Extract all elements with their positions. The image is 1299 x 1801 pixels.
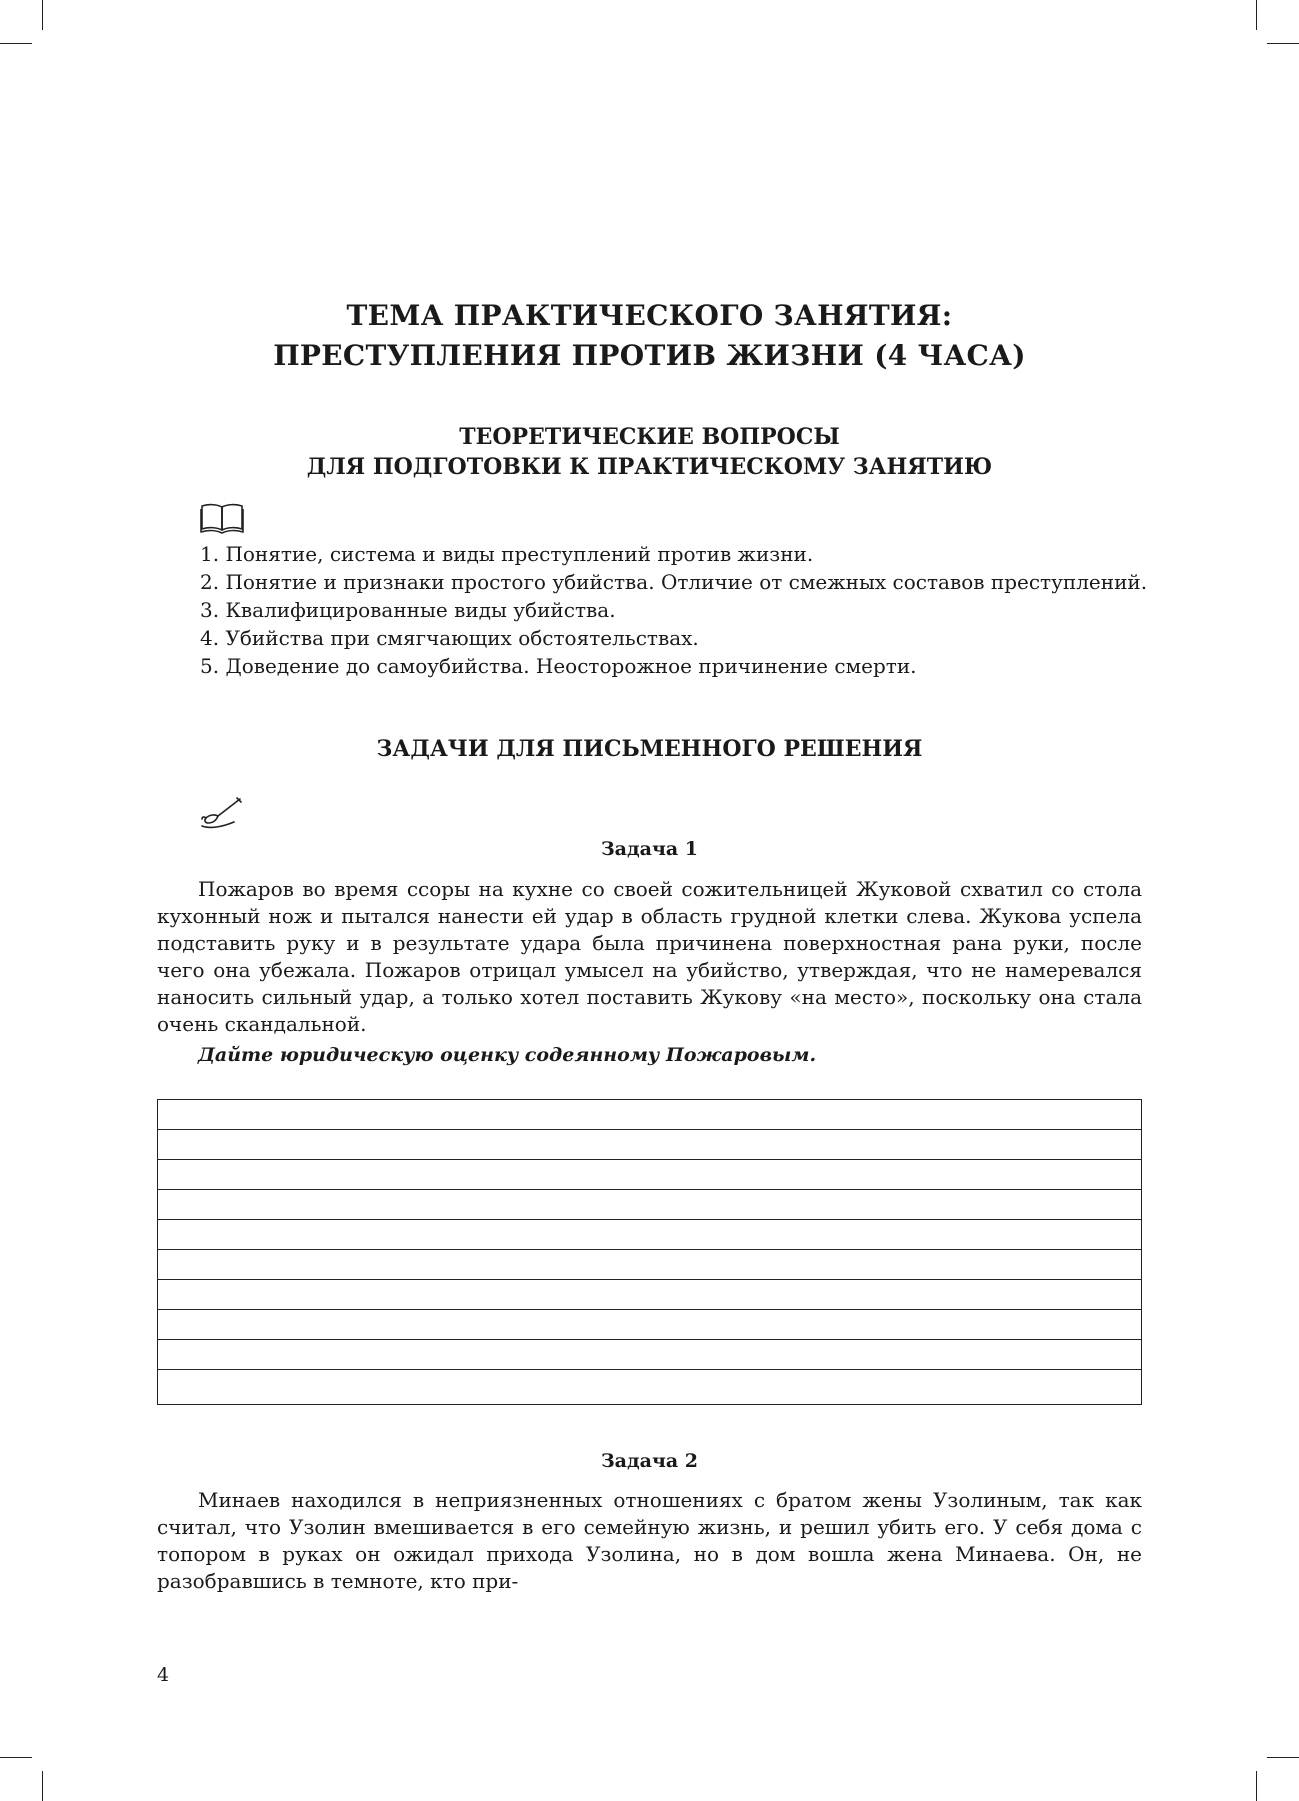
page-title-line1: ТЕМА ПРАКТИЧЕСКОГО ЗАНЯТИЯ: <box>346 299 953 332</box>
open-book-icon <box>200 502 244 534</box>
page-title-line2: ПРЕСТУПЛЕНИЯ ПРОТИВ ЖИЗНИ (4 ЧАСА) <box>273 339 1026 372</box>
crop-mark <box>42 0 43 30</box>
crop-mark <box>1267 1757 1299 1758</box>
tasks-heading: ЗАДАЧИ ДЛЯ ПИСЬМЕННОГО РЕШЕНИЯ <box>376 736 923 762</box>
crop-mark <box>0 43 32 44</box>
task1-text: Пожаров во время ссоры на кухне со своей сожительницей Жуковой схватил со стола кухонный нож и пытался нанести ей удар в область грудной клетки слева. Жукова успела подставить руку и в результате удара была причинена поверхностная рана руки, после чего она убежала. Пожаров отрицал умысел на убийство, утверждая, что не намеревался наносить сильный удар, а только хотел поставить Жукову «на место», поскольку она стала очень скандальной. <box>157 877 1142 1036</box>
list-item: 2. Понятие и признаки простого убийства. Отличие от смежных составов преступлений. <box>200 570 1148 594</box>
answer-line[interactable] <box>158 1100 1141 1130</box>
answer-line[interactable] <box>158 1370 1141 1400</box>
theory-questions-list <box>200 540 1147 680</box>
page-number: 4 <box>157 1664 170 1686</box>
task2-title: Задача 2 <box>600 1450 699 1472</box>
page-title <box>0 296 1299 376</box>
answer-line[interactable] <box>158 1130 1141 1160</box>
answer-line[interactable] <box>158 1160 1141 1190</box>
answer-line[interactable] <box>158 1220 1141 1250</box>
answer-line[interactable] <box>158 1190 1141 1220</box>
task1-instruction: Дайте юридическую оценку содеянному Пожаровым. <box>198 1044 817 1066</box>
task1-title: Задача 1 <box>600 838 699 860</box>
crop-mark <box>42 1771 43 1801</box>
crop-mark <box>1256 1771 1257 1801</box>
answer-line[interactable] <box>158 1280 1141 1310</box>
crop-mark <box>1267 43 1299 44</box>
list-item: 1. Понятие, система и виды преступлений против жизни. <box>200 542 814 566</box>
list-item: 4. Убийства при смягчающих обстоятельствах. <box>200 626 699 650</box>
crop-mark <box>0 1757 32 1758</box>
writing-hand-icon <box>200 796 242 830</box>
theory-heading-line2: ДЛЯ ПОДГОТОВКИ К ПРАКТИЧЕСКОМУ ЗАНЯТИЮ <box>306 454 993 480</box>
answer-box[interactable] <box>157 1099 1142 1405</box>
answer-line[interactable] <box>158 1250 1141 1280</box>
list-item: 3. Квалифицированные виды убийства. <box>200 598 616 622</box>
list-item: 5. Доведение до самоубийства. Неосторожное причинение смерти. <box>200 654 917 678</box>
crop-mark <box>1256 0 1257 30</box>
answer-line[interactable] <box>158 1310 1141 1340</box>
theory-heading-line1: ТЕОРЕТИЧЕСКИЕ ВОПРОСЫ <box>459 424 840 450</box>
answer-line[interactable] <box>158 1340 1141 1370</box>
theory-heading <box>0 422 1299 482</box>
task2-text: Минаев находился в неприязненных отношениях с братом жены Узолиным, так как считал, что Узолин вмешивается в его семейную жизнь, и решил убить его. У себя дома с топором в руках он ожидал прихода Узолина, но в дом вошла жена Минаева. Он, не разобравшись в темноте, кто при- <box>157 1488 1142 1593</box>
